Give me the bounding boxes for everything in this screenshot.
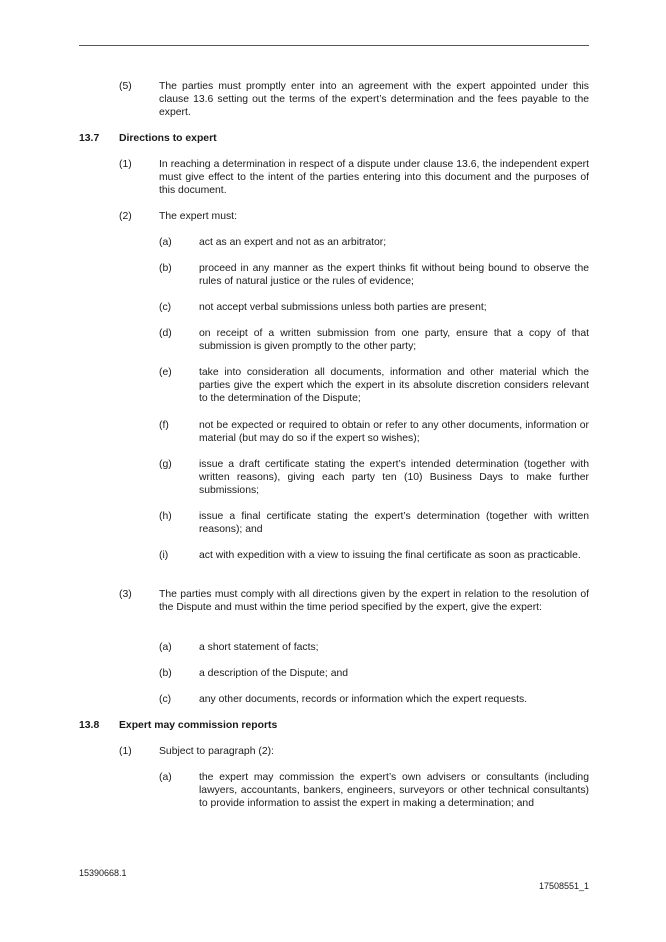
header-rule — [79, 45, 589, 46]
subclause-letter: (e) — [159, 367, 172, 378]
subclause-text: act as an expert and not as an arbitrator; — [199, 237, 387, 248]
subclause-text: on receipt of a written submission from one party, ensure that a copy of that submission is given promptly to the other party; — [199, 328, 589, 352]
heading-text: Directions to expert — [119, 133, 217, 144]
clause-13-7-2-d — [159, 327, 589, 353]
clause-number: (3) — [119, 589, 132, 600]
clause-13-7-2-g — [159, 458, 589, 497]
subclause-text: not be expected or required to obtain or refer to any other documents, information or material (but may do so if the expert so wishes); — [199, 420, 589, 444]
subclause-text: take into consideration all documents, information and other material which the parties give the expert which the expert in its absolute discretion considers relevant to the determination of the Dispute; — [199, 367, 589, 404]
clause-13-7-2 — [119, 210, 589, 223]
clause-13-8-1-a — [159, 771, 589, 810]
subclause-letter: (d) — [159, 328, 172, 339]
clause-13-7-3 — [119, 588, 589, 614]
clause-13-7-3-a — [159, 641, 589, 654]
subclause-letter: (a) — [159, 642, 172, 653]
clause-13-7-2-h — [159, 510, 589, 536]
subclause-text: issue a final certificate stating the expert’s determination (together with written reasons); and — [199, 511, 589, 535]
subclause-letter: (i) — [159, 550, 169, 561]
subclause-letter: (c) — [159, 694, 172, 705]
clause-13-7-2-b — [159, 262, 589, 288]
clause-13-7-2-c — [159, 301, 589, 314]
heading-text: Expert may commission reports — [119, 720, 278, 731]
clause-13-7-2-a — [159, 236, 589, 249]
clause-13-8-1 — [119, 745, 589, 758]
clause-text: The parties must comply with all directions given by the expert in relation to the resolution of the Dispute and must within the time period specified by the expert, give the expert: — [159, 589, 589, 613]
clause-number: (5) — [119, 81, 132, 92]
subclause-letter: (a) — [159, 237, 172, 248]
subclause-letter: (a) — [159, 772, 172, 783]
subclause-text: issue a draft certificate stating the expert’s intended determination (together with written reasons), giving each party ten (10) Business Days to make further submissions; — [199, 459, 589, 496]
subclause-letter: (b) — [159, 668, 172, 679]
footer-doc-ref-left: 15390668.1 — [79, 868, 127, 878]
clause-13-7-2-f — [159, 419, 589, 445]
subclause-text: not accept verbal submissions unless both parties are present; — [199, 302, 487, 313]
subclause-text: act with expedition with a view to issuing the final certificate as soon as practicable. — [199, 550, 581, 561]
subclause-letter: (f) — [159, 420, 169, 431]
footer-doc-ref-right: 17508551_1 — [538, 881, 589, 891]
clause-13-6-5 — [119, 80, 589, 119]
clause-13-7-2-e — [159, 366, 589, 405]
clause-text: In reaching a determination in respect of a dispute under clause 13.6, the independent expert must give effect to the intent of the parties entering into this document and the purposes of this document. — [159, 159, 589, 196]
subclause-text: a description of the Dispute; and — [199, 668, 349, 679]
clause-13-7-3-c — [159, 693, 589, 706]
subclause-letter: (b) — [159, 263, 172, 274]
subclause-text: a short statement of facts; — [199, 642, 319, 653]
clause-text: Subject to paragraph (2): — [159, 746, 274, 757]
subclause-letter: (h) — [159, 511, 172, 522]
heading-number: 13.7 — [79, 133, 100, 144]
clause-text: The expert must: — [159, 211, 237, 222]
subclause-text: the expert may commission the expert’s own advisers or consultants (including lawyers, accountants, bankers, engineers, surveyors or other technical consultants) to provide information to assist the expert in making a determination; and — [199, 772, 589, 809]
clause-number: (1) — [119, 746, 132, 757]
clause-13-7-2-i — [159, 549, 589, 562]
clause-number: (2) — [119, 211, 132, 222]
subclause-text: proceed in any manner as the expert thinks fit without being bound to observe the rules of natural justice or the rules of evidence; — [199, 263, 589, 287]
subclause-letter: (g) — [159, 459, 172, 470]
clause-13-7-1 — [119, 158, 589, 197]
clause-13-7-3-b — [159, 667, 589, 680]
clause-text: The parties must promptly enter into an agreement with the expert appointed under this clause 13.6 setting out the terms of the expert’s determination and the fees payable to the expert. — [159, 81, 589, 118]
heading-number: 13.8 — [79, 720, 100, 731]
subclause-letter: (c) — [159, 302, 172, 313]
heading-13-8 — [79, 719, 589, 732]
subclause-text: any other documents, records or information which the expert requests. — [199, 694, 528, 705]
clause-number: (1) — [119, 159, 132, 170]
heading-13-7 — [79, 132, 589, 145]
